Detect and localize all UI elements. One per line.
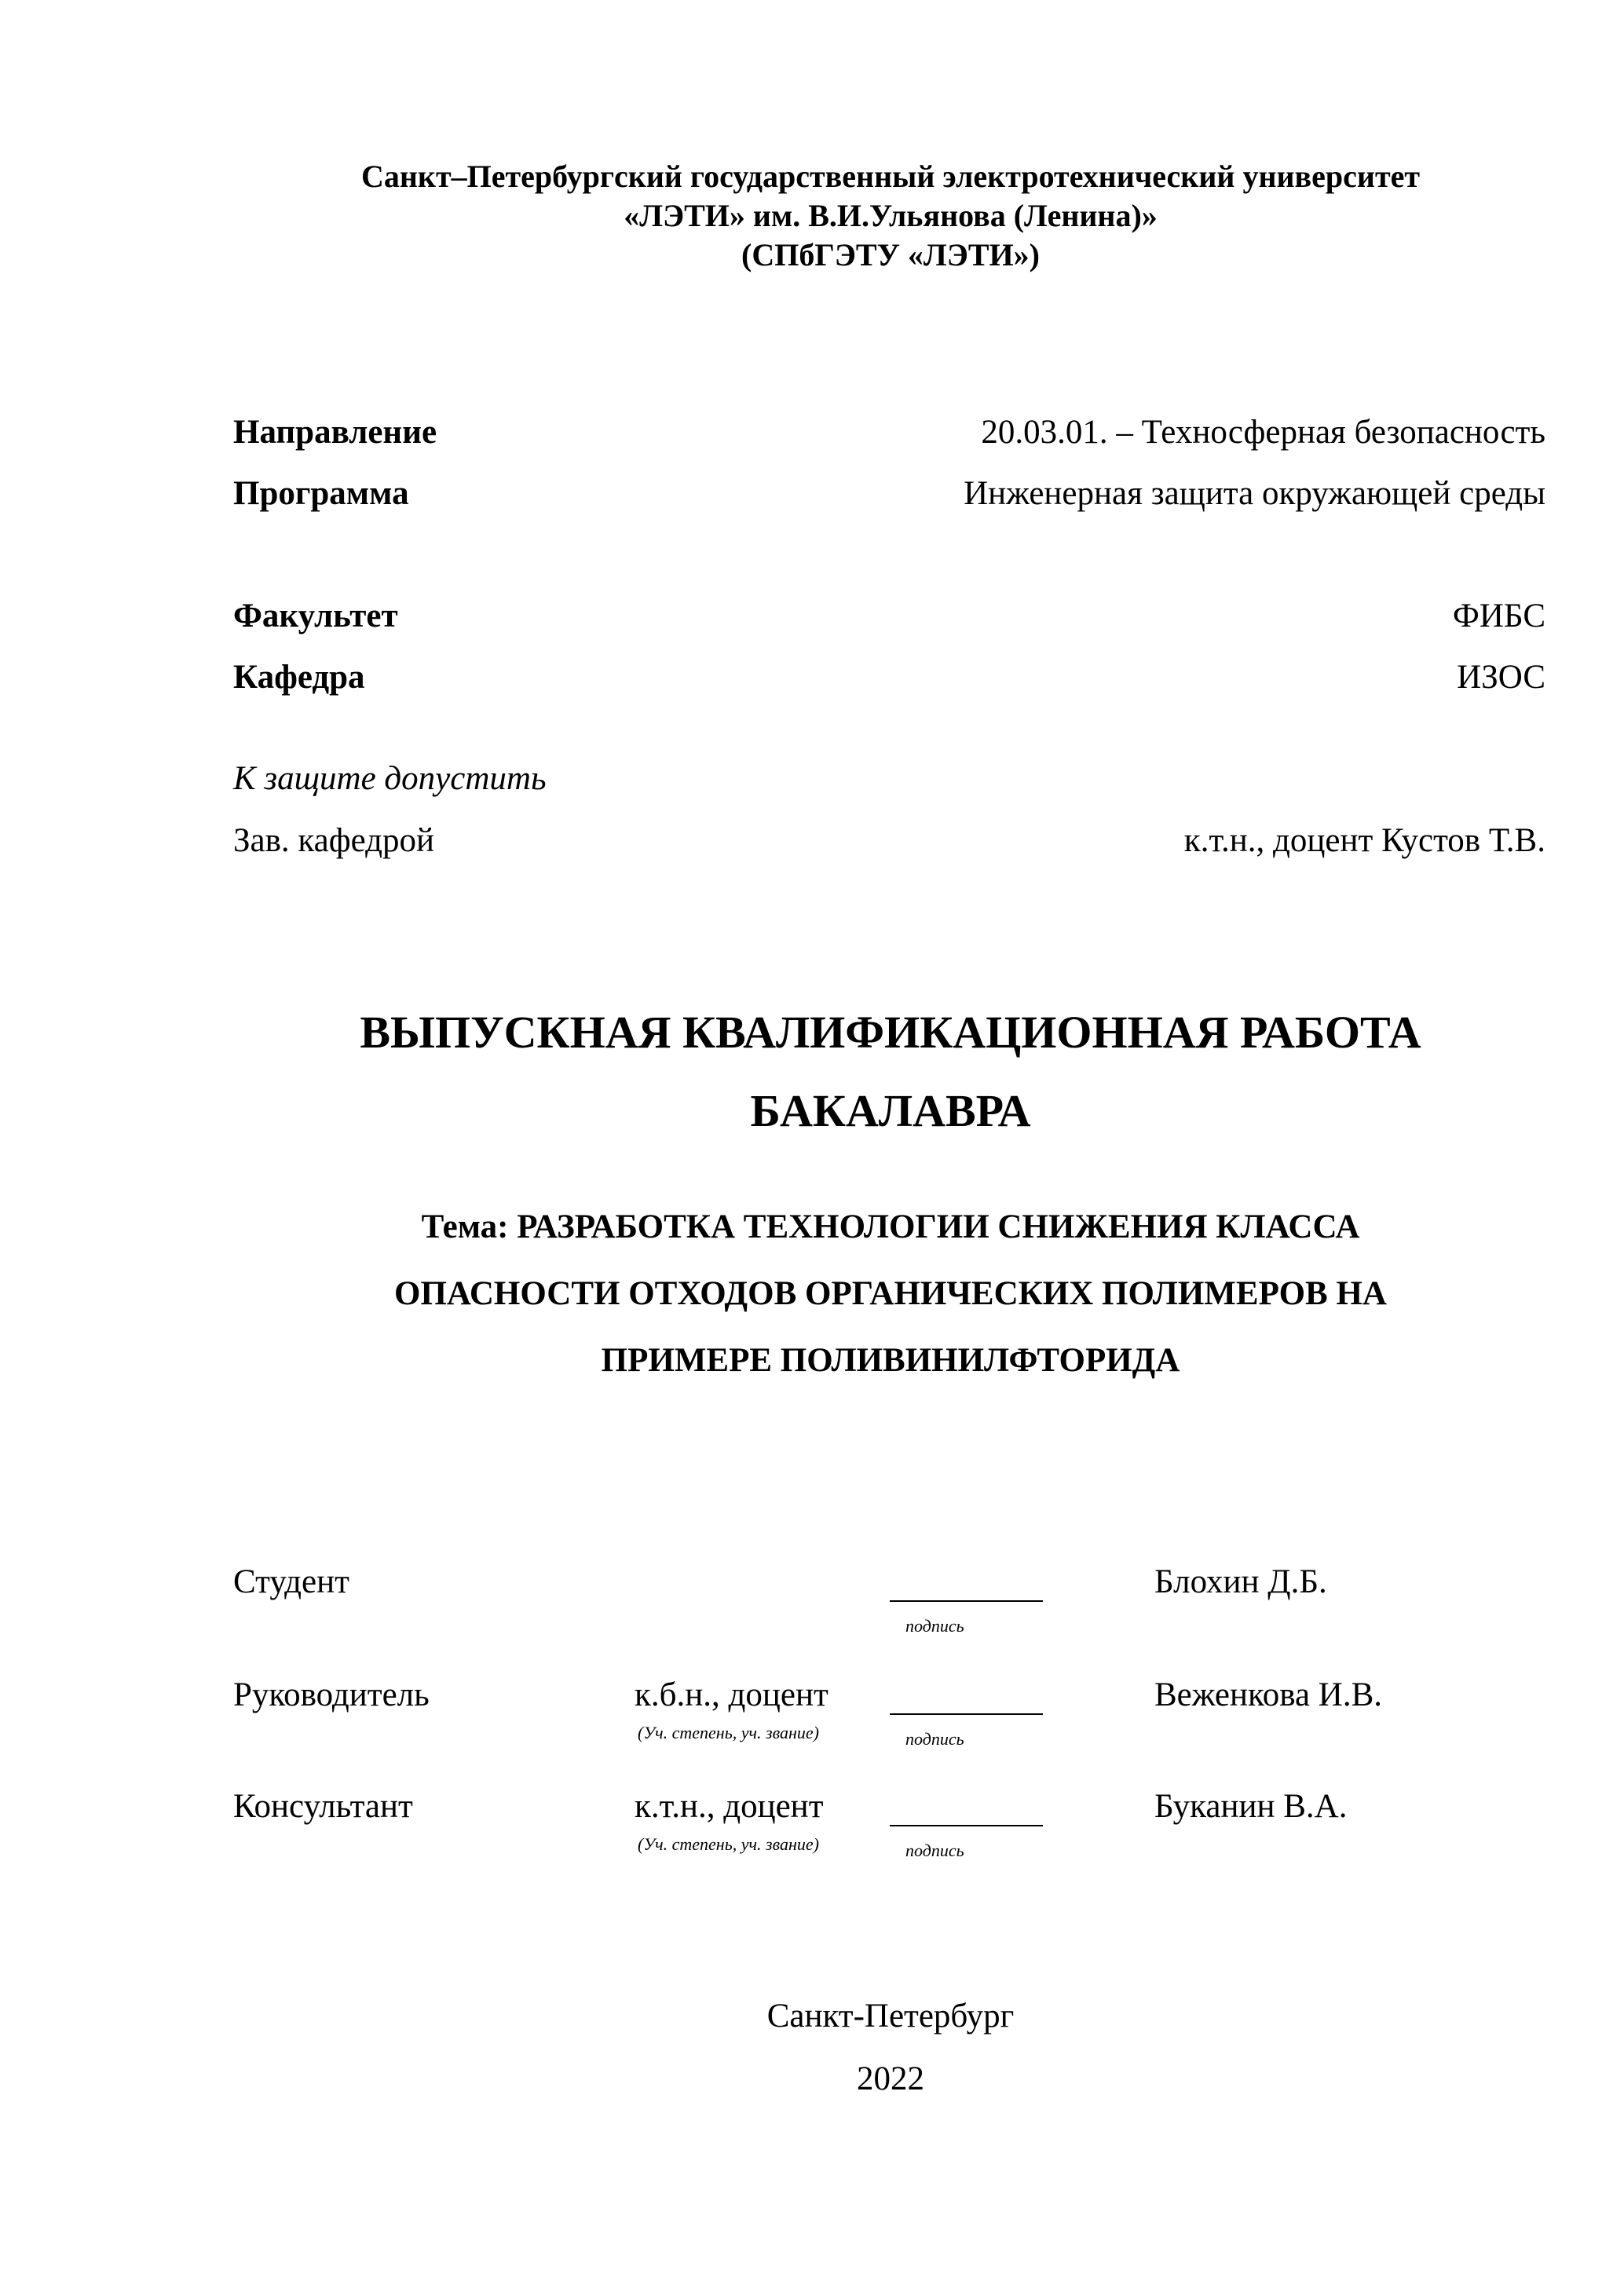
consultant-signature-line bbox=[890, 1825, 1043, 1826]
consultant-degree-note: (Уч. степень, уч. звание) bbox=[638, 1834, 819, 1854]
supervisor-signature-note: подпись bbox=[905, 1729, 964, 1749]
student-name: Блохин Д.Б. bbox=[1154, 1563, 1327, 1600]
department-label: Кафедра bbox=[233, 659, 365, 696]
faculty-value: ФИБС bbox=[1452, 598, 1545, 634]
supervisor-signature-line bbox=[890, 1713, 1043, 1715]
consultant-role: Консультант bbox=[233, 1788, 413, 1825]
direction-value: 20.03.01. – Техносферная безопасность bbox=[981, 414, 1545, 451]
department-value: ИЗОС bbox=[1457, 659, 1545, 696]
thesis-topic-line2: ОПАСНОСТИ ОТХОДОВ ОРГАНИЧЕСКИХ ПОЛИМЕРОВ НА bbox=[394, 1275, 1387, 1312]
university-name-cont: «ЛЭТИ» им. В.И.Ульянова (Ленина)» bbox=[624, 198, 1158, 233]
university-abbr: (СПбГЭТУ «ЛЭТИ») bbox=[741, 237, 1040, 272]
admission-note: К защите допустить bbox=[233, 760, 547, 797]
document-title-line2: БАКАЛАВРА bbox=[750, 1085, 1031, 1136]
university-name: Санкт–Петербургский государственный электротехнический университет bbox=[360, 159, 1420, 194]
document-title bbox=[0, 993, 1624, 1150]
year: 2022 bbox=[857, 2060, 924, 2097]
student-signature-note: подпись bbox=[905, 1616, 964, 1636]
program-value: Инженерная защита окружающей среды bbox=[964, 475, 1545, 512]
consultant-degree: к.т.н., доцент bbox=[635, 1788, 824, 1825]
faculty-label: Факультет bbox=[233, 598, 398, 634]
program-label: Программа bbox=[233, 475, 409, 512]
thesis-topic bbox=[0, 1194, 1624, 1394]
consultant-name: Буканин В.А. bbox=[1154, 1788, 1348, 1825]
city: Санкт-Петербург bbox=[766, 1998, 1015, 2035]
head-of-department-label: Зав. кафедрой bbox=[233, 822, 435, 859]
signature-row-supervisor bbox=[0, 1676, 1624, 1749]
student-role: Студент bbox=[233, 1563, 349, 1600]
supervisor-role: Руководитель bbox=[233, 1676, 430, 1713]
document-title-line1: ВЫПУСКНАЯ КВАЛИФИКАЦИОННАЯ РАБОТА bbox=[360, 1007, 1421, 1058]
head-of-department-value: к.т.н., доцент Кустов Т.В. bbox=[1183, 822, 1545, 859]
direction-label: Направление bbox=[233, 414, 437, 451]
consultant-signature-note: подпись bbox=[905, 1841, 964, 1860]
university-header bbox=[0, 157, 1624, 275]
supervisor-degree-note: (Уч. степень, уч. звание) bbox=[638, 1723, 819, 1742]
supervisor-name: Веженкова И.В. bbox=[1154, 1676, 1383, 1713]
supervisor-degree: к.б.н., доцент bbox=[635, 1676, 828, 1713]
footer bbox=[0, 1985, 1624, 2111]
signature-row-consultant bbox=[0, 1787, 1624, 1858]
student-signature-line bbox=[890, 1600, 1043, 1602]
signature-row-student bbox=[0, 1563, 1624, 1636]
thesis-topic-line1: Тема: РАЗРАБОТКА ТЕХНОЛОГИИ СНИЖЕНИЯ КЛАССА bbox=[421, 1208, 1360, 1245]
thesis-topic-line3: ПРИМЕРЕ ПОЛИВИНИЛФТОРИДА bbox=[601, 1342, 1180, 1379]
